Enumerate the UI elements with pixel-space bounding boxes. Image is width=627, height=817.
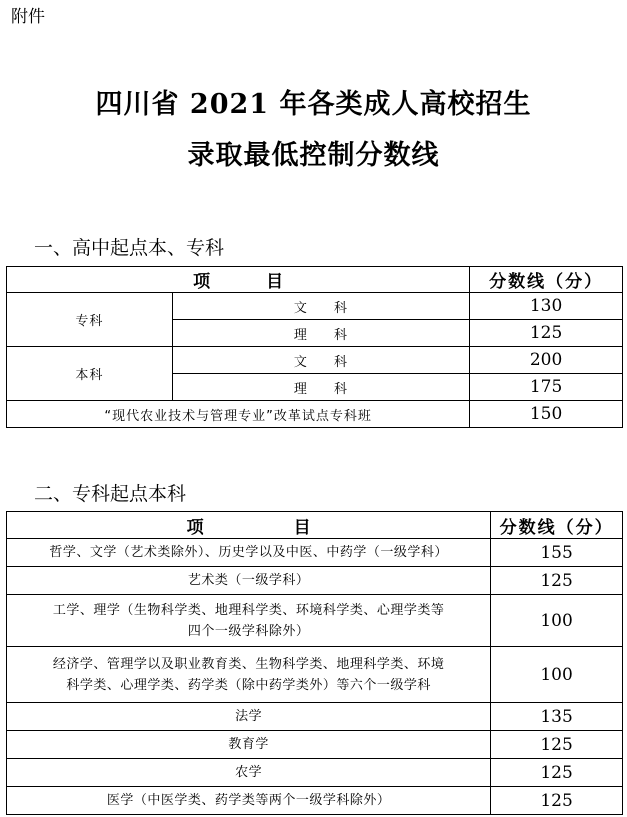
item-cell: 经济学、管理学以及职业教育类、生物科学类、地理科学类、环境 科学类、心理学类、药学类（除中药学类外）等六个一级学科: [7, 647, 491, 703]
table-row: [7, 595, 623, 647]
score-cell: 100: [491, 595, 623, 647]
item-cell: 法学: [7, 703, 491, 731]
header-item-char-a: 项: [193, 272, 211, 292]
header-score: 分数线（分）: [491, 512, 623, 539]
item-cell: 艺术类（一级学科）: [7, 567, 491, 595]
table-row: [7, 787, 623, 815]
special-program-label: “现代农业技术与管理专业”改革试点专科班: [7, 401, 470, 428]
section1-heading: 一、高中起点本、专科: [34, 237, 225, 259]
subject-cell: 理 科: [172, 320, 469, 347]
subject-cell: 文 科: [172, 293, 469, 320]
item-cell: 教育学: [7, 731, 491, 759]
score-cell: 125: [491, 567, 623, 595]
table-row: [7, 293, 623, 320]
score-cell: 175: [470, 374, 623, 401]
table-row: [7, 401, 623, 428]
score-table-1: [6, 266, 623, 428]
score-cell: 125: [491, 787, 623, 815]
header-item: [7, 267, 470, 293]
item-cell: 哲学、文学（艺术类除外）、历史学以及中医、中药学（一级学科）: [7, 539, 491, 567]
table-header-row: [7, 512, 623, 539]
table-row: [7, 759, 623, 787]
table-row: [7, 647, 623, 703]
item-cell: 工学、理学（生物科学类、地理科学类、环境科学类、心理学类等 四个一级学科除外）: [7, 595, 491, 647]
score-cell: 155: [491, 539, 623, 567]
table-row: [7, 567, 623, 595]
score-cell: 125: [470, 320, 623, 347]
score-cell: 150: [470, 401, 623, 428]
table-row: [7, 539, 623, 567]
header-item: [7, 512, 491, 539]
table-row: [7, 703, 623, 731]
group-label: 专科: [7, 293, 173, 347]
item-cell: 医学（中医学类、药学类等两个一级学科除外）: [7, 787, 491, 815]
subject-cell: 文 科: [172, 347, 469, 374]
section2-heading: 二、专科起点本科: [34, 483, 187, 505]
attachment-label: 附件: [11, 7, 45, 27]
score-cell: 125: [491, 731, 623, 759]
score-cell: 200: [470, 347, 623, 374]
header-item-char-a: 项: [186, 517, 204, 538]
subject-cell: 理 科: [172, 374, 469, 401]
header-item-char-b: 目: [293, 517, 311, 538]
score-table-2: [6, 511, 623, 815]
table-row: [7, 731, 623, 759]
document-title-line1: 四川省 2021 年各类成人高校招生: [95, 89, 532, 120]
score-cell: 130: [470, 293, 623, 320]
header-item-char-b: 目: [266, 272, 284, 292]
item-cell: 农学: [7, 759, 491, 787]
table-header-row: [7, 267, 623, 293]
score-cell: 135: [491, 703, 623, 731]
table-row: [7, 347, 623, 374]
header-score: 分数线（分）: [470, 267, 623, 293]
document-title-line2: 录取最低控制分数线: [187, 140, 440, 171]
score-cell: 125: [491, 759, 623, 787]
group-label: 本科: [7, 347, 173, 401]
score-cell: 100: [491, 647, 623, 703]
